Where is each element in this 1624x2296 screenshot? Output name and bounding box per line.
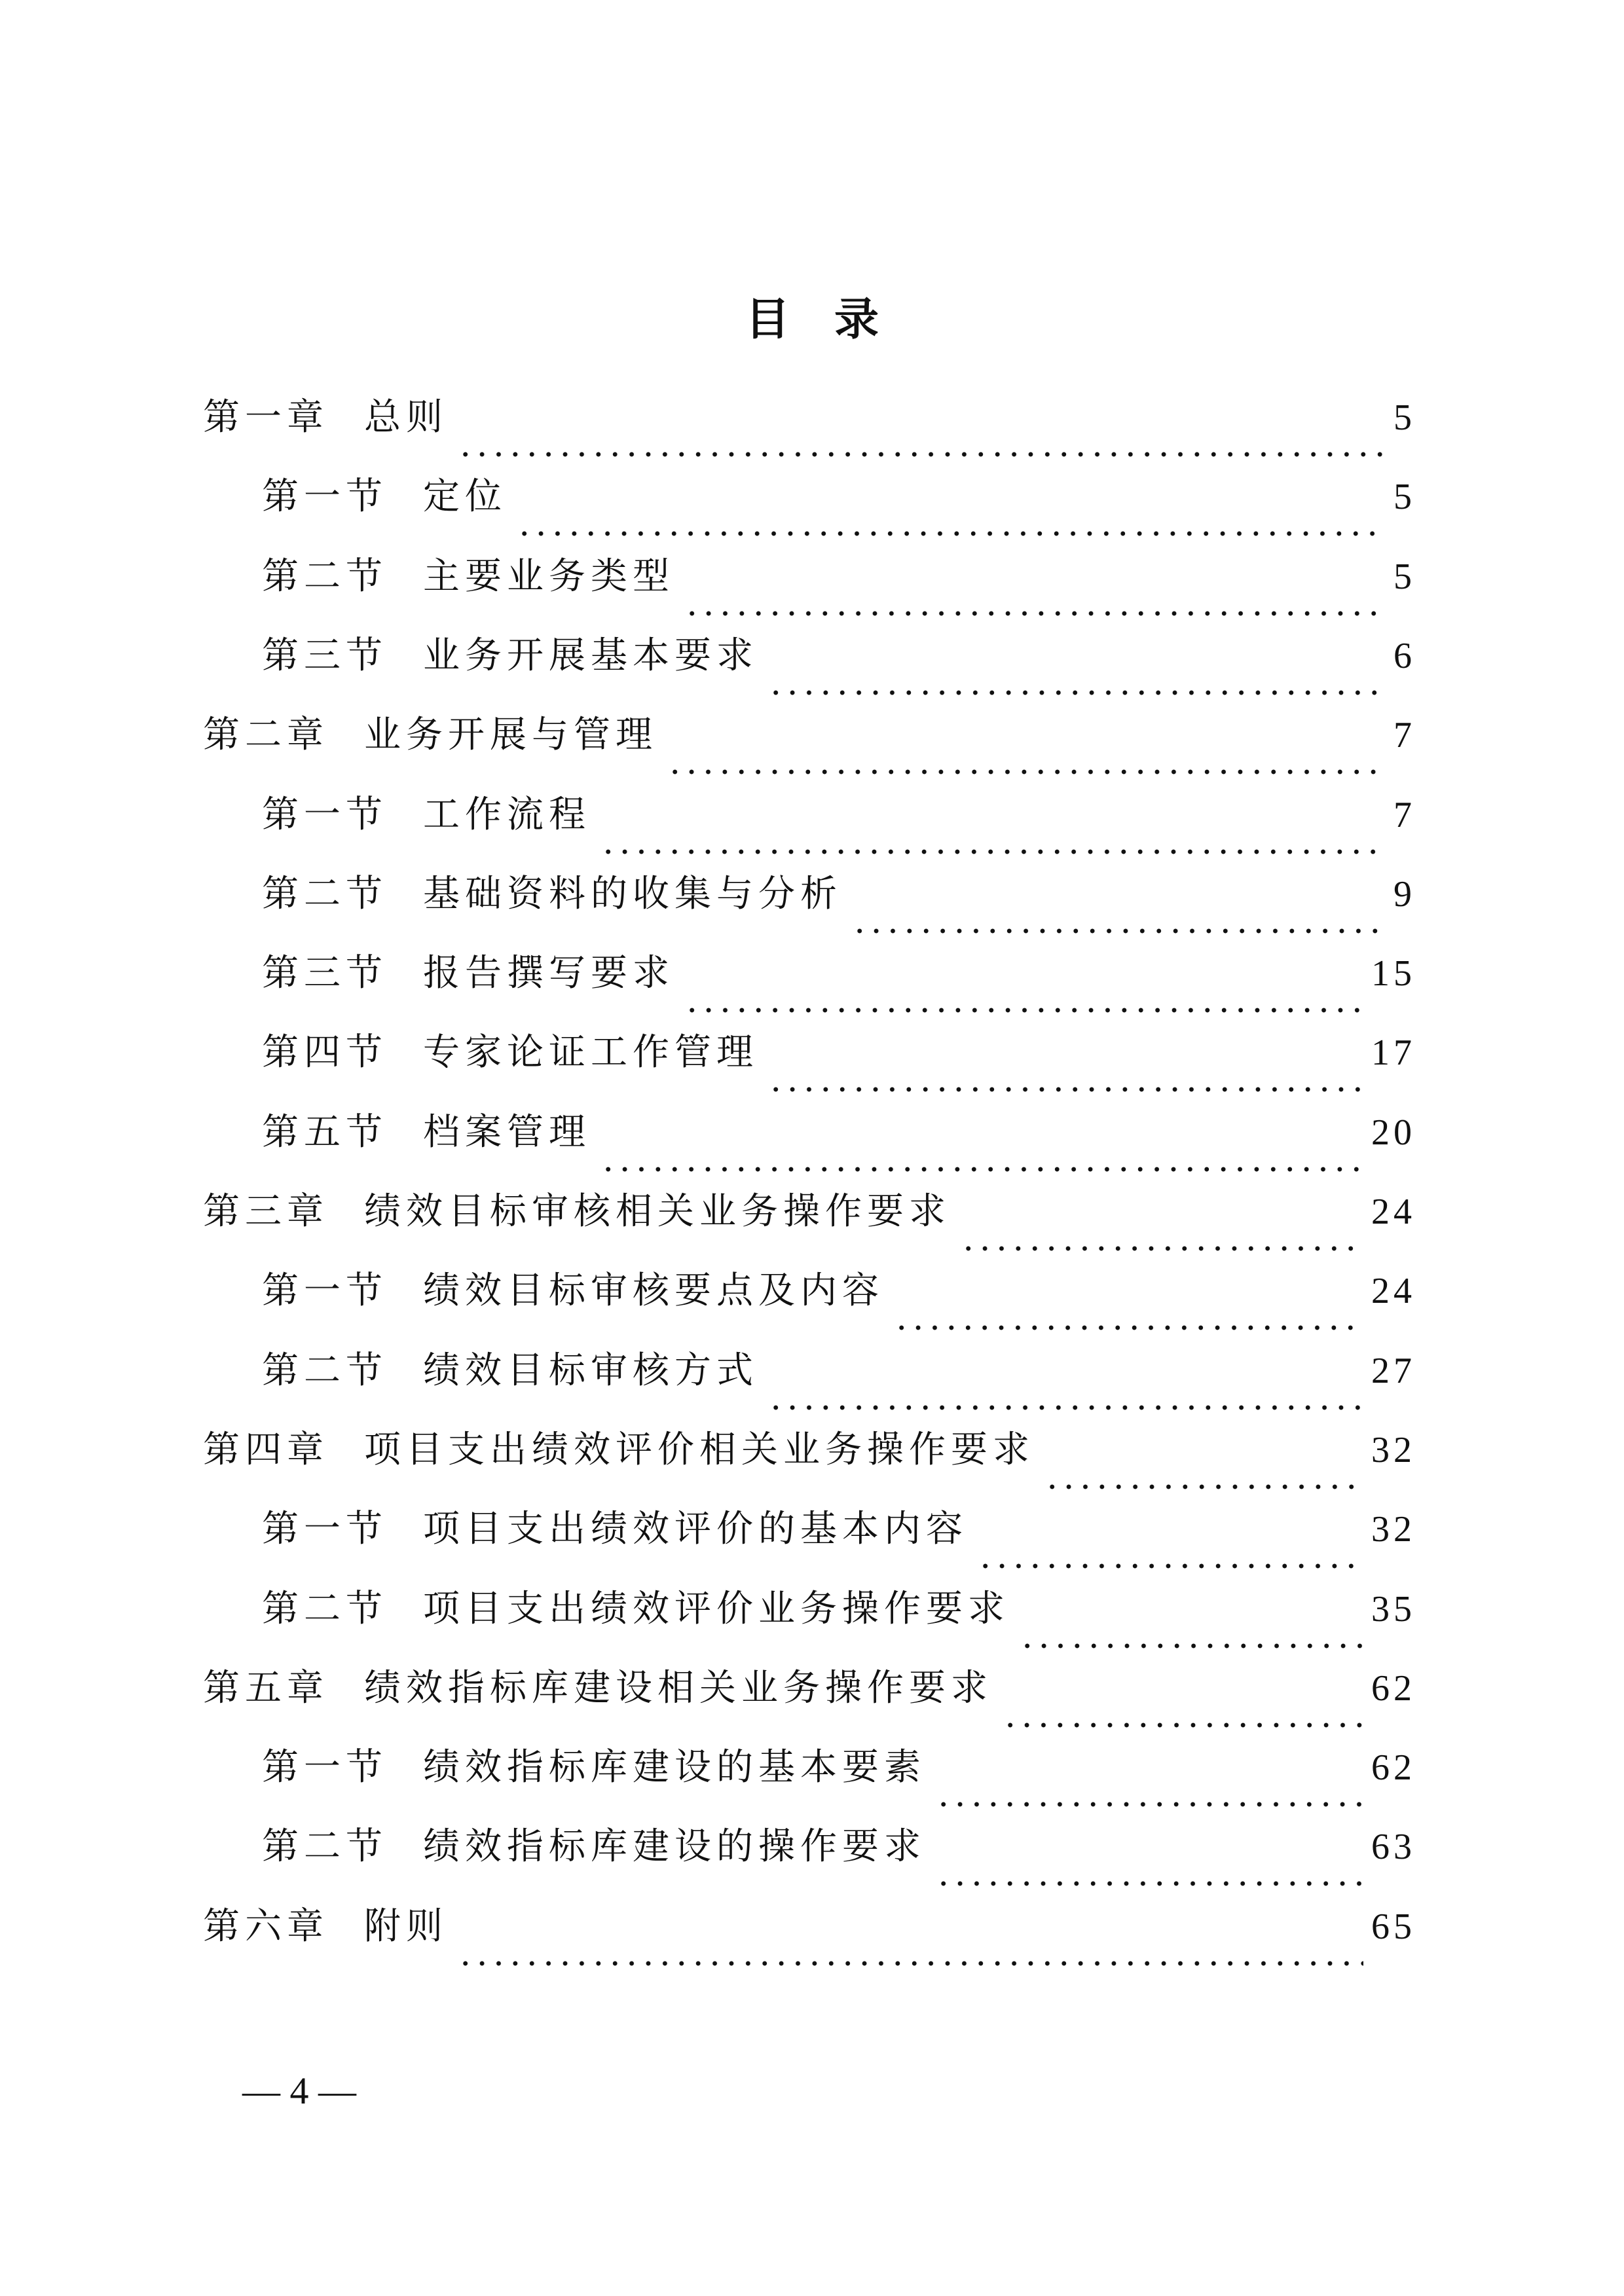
toc-entry-number: 第四章 — [203, 1428, 329, 1471]
toc-entry-number: 第四节 — [262, 1031, 388, 1074]
toc-entry-title: 附则 — [364, 1904, 448, 1948]
toc-section-entry[interactable] — [262, 934, 1416, 1013]
toc-entry-page: 7 — [1393, 715, 1416, 756]
toc-chapter-entry[interactable] — [203, 1887, 1416, 1966]
toc-entry-number: 第五章 — [203, 1666, 329, 1709]
toc-dot-leader — [767, 1059, 1363, 1092]
toc-entry-page: 15 — [1371, 953, 1416, 994]
toc-dot-leader — [767, 1377, 1363, 1410]
toc-entry-number: 第三节 — [262, 634, 388, 677]
toc-dot-leader — [977, 1536, 1363, 1569]
toc-entry-title: 档案管理 — [423, 1110, 591, 1154]
toc-entry-number: 第六章 — [203, 1904, 329, 1948]
toc-entry-page: 5 — [1393, 397, 1416, 438]
toc-entry-page: 32 — [1371, 1509, 1416, 1550]
toc-entry-page: 65 — [1371, 1906, 1416, 1947]
toc-entry-page: 6 — [1393, 635, 1416, 676]
toc-dot-leader — [935, 1774, 1363, 1807]
toc-section-entry[interactable] — [262, 776, 1416, 854]
toc-entry-title: 业务开展与管理 — [364, 714, 657, 757]
toc-dot-leader — [851, 901, 1386, 934]
toc-entry-number: 第二节 — [262, 872, 388, 915]
toc-section-entry[interactable] — [262, 458, 1416, 536]
toc-section-entry[interactable] — [262, 1728, 1416, 1807]
toc-entry-number: 第一节 — [262, 1269, 388, 1313]
toc-section-entry[interactable] — [262, 1093, 1416, 1172]
toc-entry-number: 第一节 — [262, 475, 388, 519]
toc-entry-number: 第二节 — [262, 1587, 388, 1630]
toc-entry-title: 业务开展基本要求 — [423, 634, 758, 677]
toc-entry-page: 63 — [1371, 1827, 1416, 1868]
toc-entry-title: 绩效指标库建设相关业务操作要求 — [364, 1666, 993, 1709]
toc-entry-title: 总则 — [364, 396, 448, 439]
toc-entry-page: 7 — [1393, 794, 1416, 835]
toc-entry-title: 定位 — [423, 475, 507, 519]
toc-entry-title: 绩效指标库建设的基本要素 — [423, 1746, 926, 1789]
toc-entry-page: 62 — [1371, 1747, 1416, 1789]
toc-entry-number: 第一节 — [262, 1508, 388, 1551]
toc-section-entry[interactable] — [262, 617, 1416, 695]
toc-dot-leader — [600, 1139, 1363, 1172]
toc-entry-title: 基础资料的收集与分析 — [423, 872, 842, 915]
toc-entry-page: 24 — [1371, 1192, 1416, 1232]
toc-dot-leader — [457, 424, 1386, 457]
toc-dot-leader — [767, 663, 1386, 695]
toc-entry-page: 9 — [1393, 873, 1416, 915]
toc-entry-page: 17 — [1371, 1032, 1416, 1074]
toc-entry-page: 20 — [1371, 1112, 1416, 1153]
toc-dot-leader — [600, 822, 1386, 854]
toc-entry-title: 报告撰写要求 — [423, 952, 674, 995]
toc-entry-page: 5 — [1393, 556, 1416, 597]
toc-entry-number: 第二节 — [262, 555, 388, 598]
title-char-1: 目 — [745, 294, 790, 346]
toc-entry-title: 工作流程 — [423, 793, 591, 836]
toc-entry-page: 35 — [1371, 1588, 1416, 1630]
toc-entry-number: 第二节 — [262, 1349, 388, 1392]
toc-entry-number: 第二节 — [262, 1825, 388, 1868]
toc-section-entry[interactable] — [262, 1490, 1416, 1569]
toc-entry-title: 主要业务类型 — [423, 555, 674, 598]
toc-section-entry[interactable] — [262, 1570, 1416, 1649]
toc-entry-number: 第五节 — [262, 1110, 388, 1154]
toc-section-entry[interactable] — [262, 855, 1416, 934]
toc-dot-leader — [1019, 1616, 1363, 1649]
toc-section-entry[interactable] — [262, 538, 1416, 616]
toc-entry-number: 第三章 — [203, 1190, 329, 1233]
toc-dot-leader — [457, 1933, 1363, 1966]
toc-entry-number: 第一章 — [203, 396, 329, 439]
toc-section-entry[interactable] — [262, 1808, 1416, 1886]
toc-entry-title: 绩效目标审核要点及内容 — [423, 1269, 884, 1313]
toc-chapter-entry[interactable] — [203, 696, 1416, 774]
toc-chapter-entry[interactable] — [203, 1649, 1416, 1728]
toc-dot-leader — [516, 503, 1386, 536]
toc-entry-title: 绩效目标审核方式 — [423, 1349, 758, 1392]
toc-chapter-entry[interactable] — [203, 1173, 1416, 1251]
toc-entry-number: 第一节 — [262, 793, 388, 836]
toc-chapter-entry[interactable] — [203, 1411, 1416, 1489]
toc-section-entry[interactable] — [262, 1252, 1416, 1330]
toc-entry-page: 5 — [1393, 477, 1416, 518]
toc-dot-leader — [1002, 1695, 1363, 1728]
toc-entry-title: 专家论证工作管理 — [423, 1031, 758, 1074]
toc-entry-number: 第三节 — [262, 952, 388, 995]
toc-entry-number: 第一节 — [262, 1746, 388, 1789]
toc-entry-page: 24 — [1371, 1271, 1416, 1312]
toc-entry-title: 项目支出绩效评价业务操作要求 — [423, 1587, 1010, 1630]
toc-entry-title: 项目支出绩效评价的基本内容 — [423, 1508, 968, 1551]
toc-entry-number: 第二章 — [203, 714, 329, 757]
toc-entry-page: 27 — [1371, 1350, 1416, 1391]
toc-dot-leader — [684, 980, 1363, 1013]
toc-entry-page: 32 — [1371, 1429, 1416, 1470]
title-char-2: 录 — [834, 294, 879, 346]
toc-dot-leader — [935, 1853, 1363, 1886]
toc-dot-leader — [667, 742, 1386, 774]
toc-dot-leader — [960, 1218, 1363, 1251]
page-title — [0, 294, 1624, 346]
toc-entry-title: 项目支出绩效评价相关业务操作要求 — [364, 1428, 1035, 1471]
toc-entry-page: 62 — [1371, 1667, 1416, 1709]
toc-section-entry[interactable] — [262, 1013, 1416, 1092]
toc-entry-title: 绩效指标库建设的操作要求 — [423, 1825, 926, 1868]
toc-section-entry[interactable] — [262, 1332, 1416, 1410]
toc-chapter-entry[interactable] — [203, 378, 1416, 457]
toc-dot-leader — [1044, 1457, 1363, 1489]
page-number: — 4 — — [242, 2069, 356, 2112]
toc-dot-leader — [684, 583, 1386, 616]
toc-dot-leader — [893, 1298, 1363, 1330]
toc-entry-title: 绩效目标审核相关业务操作要求 — [364, 1190, 951, 1233]
